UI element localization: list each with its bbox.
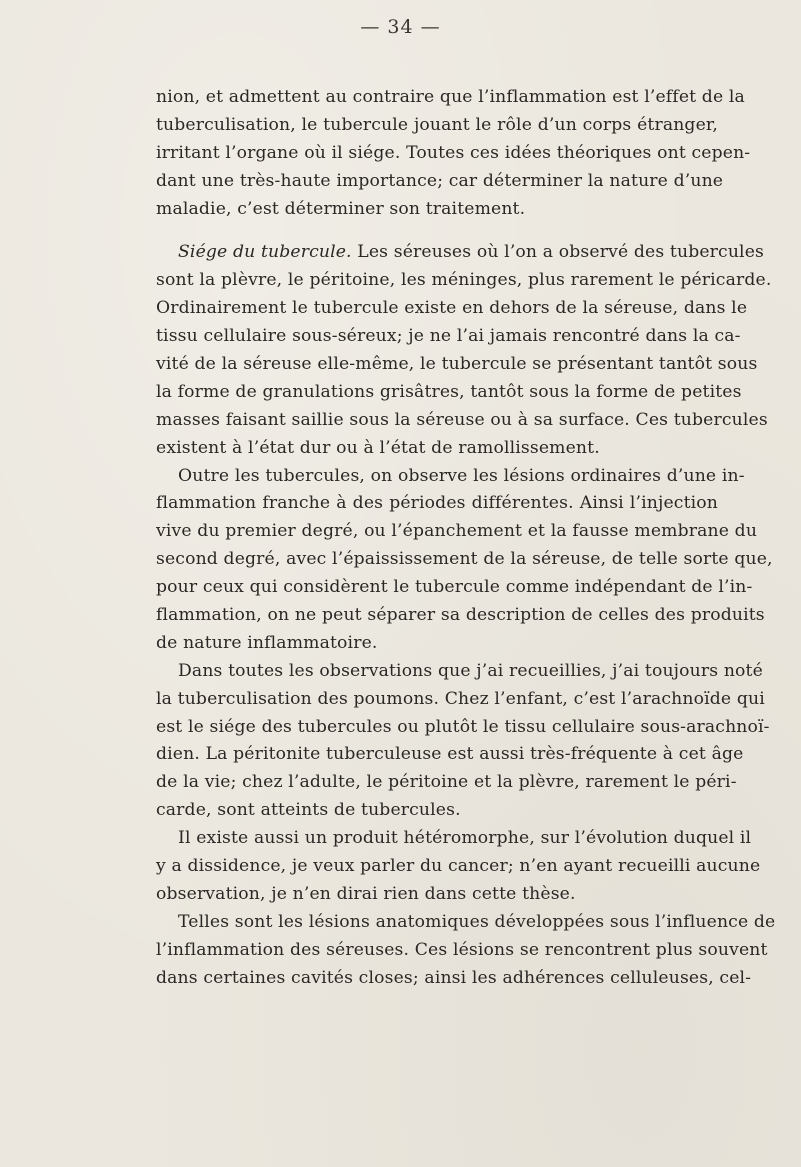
text-line	[156, 239, 764, 267]
paragraph	[156, 239, 772, 462]
text-line: existent à l’état dur ou à l’état de ramollissement.	[156, 437, 600, 458]
text-line: nion, et admettent au contraire que l’inflammation est l’effet de la	[156, 87, 745, 107]
text-line: flammation franche à des périodes différentes. Ainsi l’injection	[156, 493, 718, 514]
text-line: masses faisant saillie sous la séreuse ou à sa surface. Ces tubercules	[156, 409, 768, 430]
text-line: tuberculisation, le tubercule jouant le rôle d’un corps étranger,	[156, 114, 718, 135]
paragraph	[156, 84, 751, 223]
text-run: Les séreuses où l’on a observé des tubercules	[357, 242, 764, 263]
text-line: de nature inflammatoire.	[156, 632, 378, 653]
text-line: irritant l’organe où il siége. Toutes ces idées théoriques ont cepen-	[156, 142, 751, 163]
page-number: — 34 —	[360, 16, 441, 38]
text-line: y a dissidence, je veux parler du cancer; n’en ayant recueilli aucune	[156, 856, 761, 877]
text-line: la tuberculisation des poumons. Chez l’enfant, c’est l’arachnoïde qui	[156, 688, 765, 709]
text-line: flammation, on ne peut séparer sa description de celles des produits	[156, 605, 765, 626]
paragraph-gap	[156, 223, 718, 239]
text-line: observation, je n’en dirai rien dans cette thèse.	[156, 883, 576, 904]
text-line: Dans toutes les observations que j’ai recueillies, j’ai toujours noté	[178, 660, 763, 681]
body-text	[156, 84, 776, 993]
text-line: dant une très-haute importance; car déterminer la nature d’une	[156, 170, 724, 191]
text-line: l’inflammation des séreuses. Ces lésions se rencontrent plus souvent	[156, 939, 768, 960]
text-line: vive du premier degré, ou l’épanchement et la fausse membrane du	[156, 521, 758, 542]
text-line: vité de la séreuse elle-même, le tubercule se présentant tantôt sous	[156, 354, 758, 375]
text-line: carde, sont atteints de tubercules.	[156, 800, 461, 821]
paragraph	[156, 658, 770, 825]
text-line: est le siége des tubercules ou plutôt le tissu cellulaire sous-arachnoï-	[156, 716, 770, 737]
text-line: sont la plèvre, le péritoine, les méninges, plus rarement le péricarde.	[156, 270, 772, 291]
paragraph	[156, 825, 761, 909]
text-line: dans certaines cavités closes; ainsi les adhérences celluleuses, cel-	[156, 967, 752, 988]
text-line: pour ceux qui considèrent le tubercule comme indépendant de l’in-	[156, 577, 753, 598]
text-line: la forme de granulations grisâtres, tantôt sous la forme de petites	[156, 381, 742, 402]
text-line: second degré, avec l’épaississement de la séreuse, de telle sorte que,	[156, 549, 773, 570]
text-line: Il existe aussi un produit hétéromorphe, sur l’évolution duquel il	[178, 828, 752, 849]
text-line: de la vie; chez l’adulte, le péritoine et la plèvre, rarement le péri-	[156, 772, 737, 793]
text-line: Outre les tubercules, on observe les lésions ordinaires d’une in-	[178, 465, 745, 486]
paragraph	[156, 909, 776, 993]
text-line: Telles sont les lésions anatomiques développées sous l’influence de	[178, 911, 776, 932]
paragraph	[156, 463, 773, 658]
text-line: dien. La péritonite tuberculeuse est aussi très-fréquente à cet âge	[156, 744, 744, 765]
text-line: tissu cellulaire sous-séreux; je ne l’ai jamais rencontré dans la ca-	[156, 326, 741, 347]
text-line: maladie, c’est déterminer son traitement.	[156, 198, 526, 219]
section-heading: Siége du tubercule.	[178, 242, 352, 263]
text-line: Ordinairement le tubercule existe en dehors de la séreuse, dans le	[156, 298, 748, 319]
